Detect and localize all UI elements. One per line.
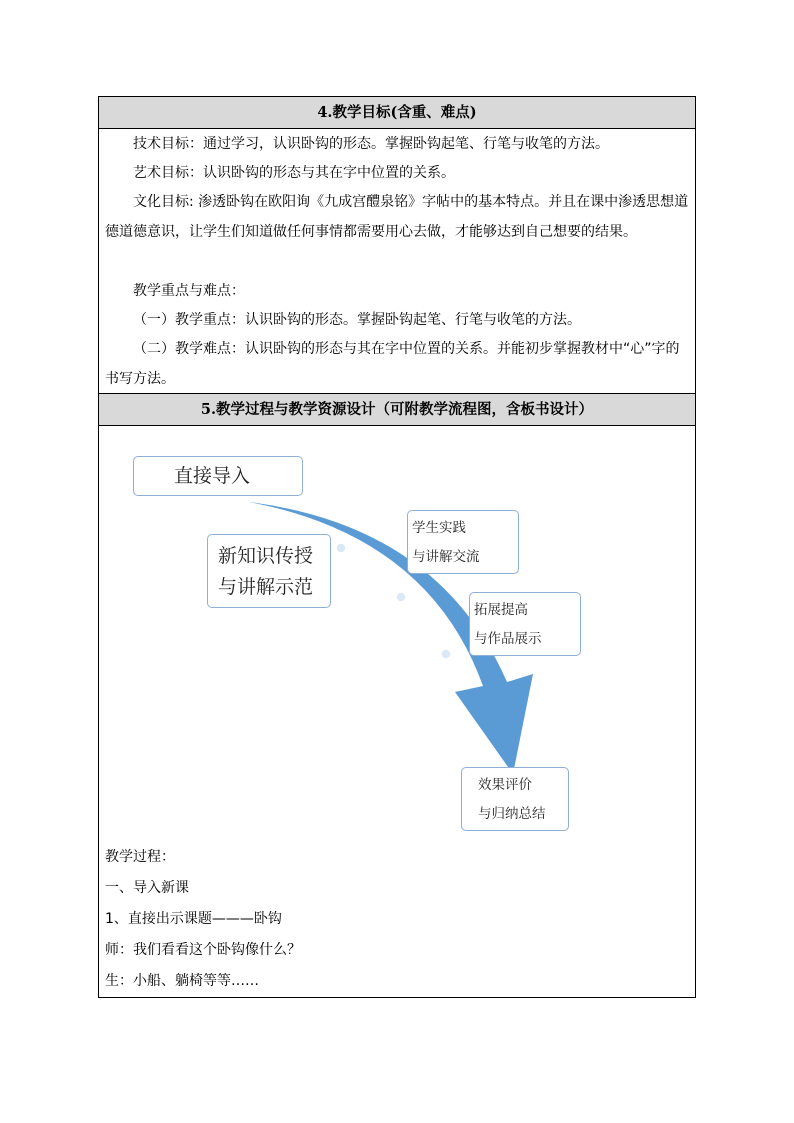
section-4-header: 4.教学目标(含重、难点) [99, 97, 695, 129]
teaching-difficulty: （二）教学难点：认识卧钩的形态与其在字中位置的关系。并能初步掌握教材中“心”字的书写方法。 [105, 341, 680, 387]
flow-dot-2 [396, 592, 406, 602]
teaching-focus: （一）教学重点：认识卧钩的形态。掌握卧钩起笔、行笔与收笔的方法。 [133, 312, 581, 328]
lesson-plan-table [98, 96, 696, 998]
step-direct-intro: 直接导入 [133, 456, 303, 496]
section-5-header: 5.教学过程与教学资源设计（可附教学流程图，含板书设计） [99, 393, 695, 426]
step-new-knowledge: 新知识传授 与讲解示范 [207, 534, 331, 608]
culture-goal: 文化目标: 渗透卧钩在欧阳询《九成宫醴泉铭》字帖中的基本特点。并且在课中渗透思想道德道德意识，让学生们知道做任何事情都需要用心去做，才能够达到自己想要的结果。 [105, 194, 689, 240]
process-step-1: 一、导入新课 [105, 880, 189, 896]
flow-dot-3 [441, 649, 451, 659]
key-points-heading: 教学重点与难点： [133, 283, 245, 299]
student-answer: 生：小船、躺椅等等…… [105, 973, 259, 989]
step-evaluation: 效果评价 与归纳总结 [461, 767, 569, 831]
step-extension: 拓展提高 与作品展示 [469, 592, 581, 656]
flow-dot-1 [336, 543, 346, 553]
process-step-1-1: 1、直接出示课题———卧钩 [105, 911, 282, 927]
section-4-body [99, 129, 695, 393]
technical-goal: 技术目标：通过学习，认识卧钩的形态。掌握卧钩起笔、行笔与收笔的方法。 [133, 136, 609, 152]
art-goal: 艺术目标：认识卧钩的形态与其在字中位置的关系。 [133, 165, 455, 181]
teacher-question: 师：我们看看这个卧钩像什么？ [105, 942, 301, 958]
teaching-flowchart [99, 426, 695, 846]
step-student-practice: 学生实践 与讲解交流 [407, 510, 519, 574]
process-heading: 教学过程： [105, 849, 175, 865]
